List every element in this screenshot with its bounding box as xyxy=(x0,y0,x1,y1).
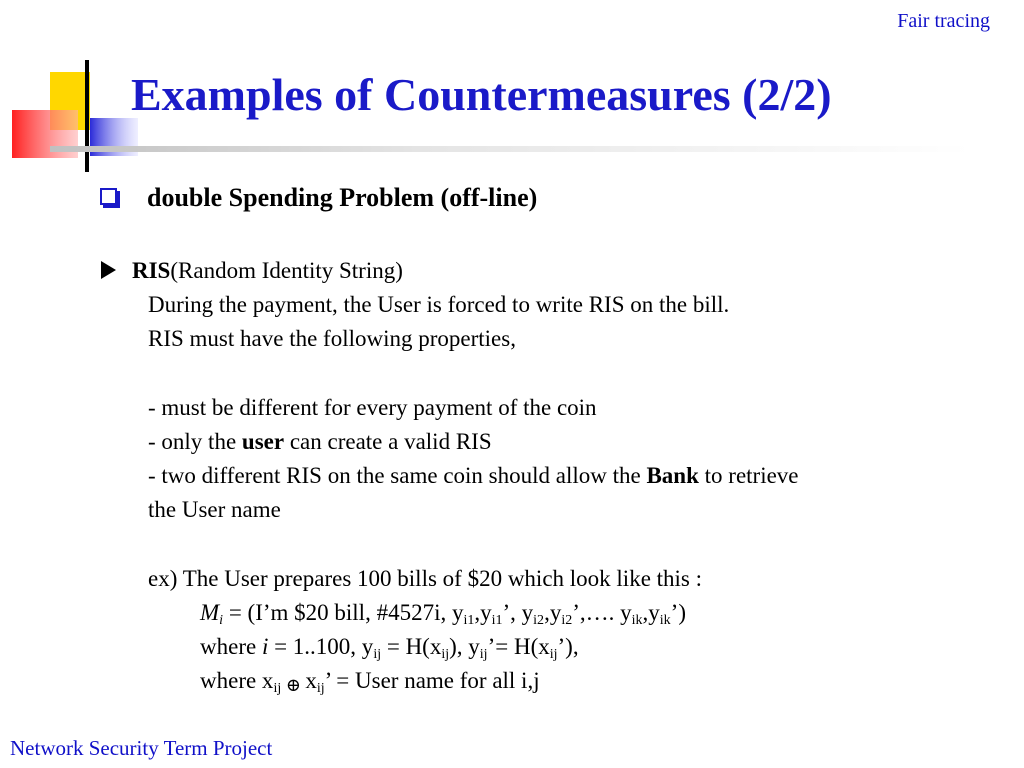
property-1: - must be different for every payment of the coin xyxy=(148,395,597,420)
example-line: ex) The User prepares 100 bills of $20 which look like this : xyxy=(148,566,703,591)
ris-heading xyxy=(132,259,403,282)
body-line-2: RIS must have the following properties, xyxy=(148,326,516,351)
xor-symbol: ⊕ xyxy=(281,675,306,695)
triangle-bullet-icon xyxy=(101,261,116,279)
ris-expansion: (Random Identity String) xyxy=(170,258,403,283)
property-3: - two different RIS on the same coin should allow the Bank to retrieve xyxy=(148,463,799,488)
decorative-logo xyxy=(0,0,140,180)
title-underline xyxy=(50,146,970,152)
body-line-1: During the payment, the User is forced to write RIS on the bill. xyxy=(148,292,730,317)
section-heading: double Spending Problem (off-line) xyxy=(147,183,538,212)
formula-where-2: where $x_{ij}$ ⊕ $x_{ij}$’ = User name for all i,j xyxy=(200,668,540,696)
bank-bold: Bank xyxy=(646,463,699,488)
ris-label: RIS xyxy=(132,258,171,283)
formula-m: $M_i$ = (I’m $20 bill, #4527i, $y_{i1},y_{i1}$’, $y_{i2},y_{i2}’,\dots$. $y_{ik},y_{ik}$’) xyxy=(200,600,686,628)
footer-text: Network Security Term Project xyxy=(10,736,273,760)
header-tag: Fair tracing xyxy=(897,10,990,32)
slide-title: Examples of Countermeasures (2/2) xyxy=(131,69,832,120)
user-bold: user xyxy=(241,429,285,454)
checkbox-bullet-icon xyxy=(100,188,117,205)
property-3-continued: the User name xyxy=(148,497,281,522)
property-2: - only the user can create a valid RIS xyxy=(148,429,492,454)
formula-where-1: where i = 1..100, $y_{ij} = H(x_{ij})$, $y_{ij}’=$ $H(x_{ij}’)$, xyxy=(200,634,579,662)
